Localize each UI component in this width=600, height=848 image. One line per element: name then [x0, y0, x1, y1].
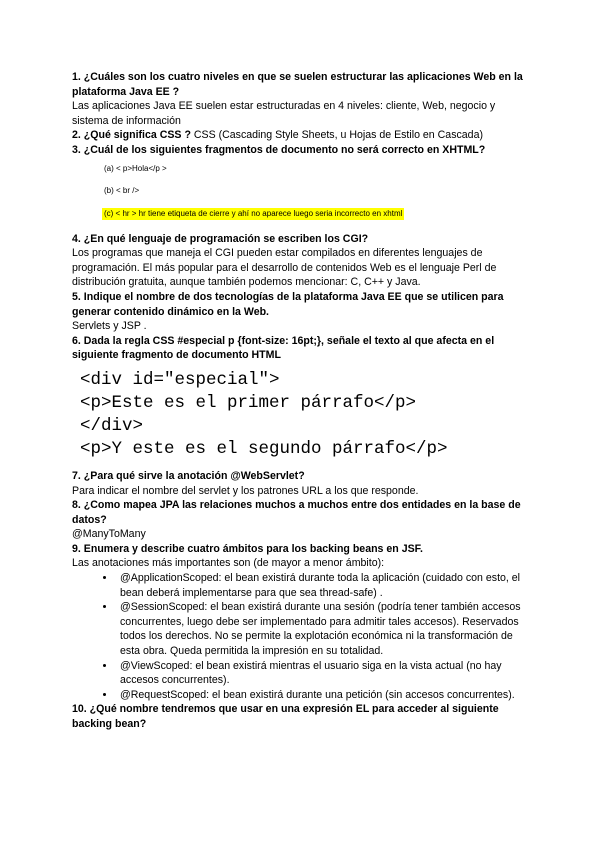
- code-line: <div id="especial">: [80, 369, 280, 390]
- list-item: • @ViewScoped: el bean existirá mientras el usuario siga en la vista actual (no hay accesos concurrentes).: [116, 659, 528, 688]
- question-9: 9. Enumera y describe cuatro ámbitos para los backing beans en JSF.: [72, 542, 423, 555]
- document-page: [72, 70, 528, 732]
- option-b: (b) < br />: [104, 185, 140, 195]
- code-line: </div>: [80, 415, 144, 436]
- answer-4: Los programas que maneja el CGI pueden estar compilados en diferentes lenguajes de programación. El más popular para el desarrollo de contenidos Web es el lenguaje Perl de distribución gratuita, aunque también podemos mencionar: C, C++ y Java.: [72, 247, 497, 289]
- list-item: • @RequestScoped: el bean existirá durante una petición (sin accesos concurrentes).: [116, 688, 528, 703]
- option-c-highlighted: (c) < hr > hr tiene etiqueta de cierre y ahí no aparece luego seria incorrecto en xhtml: [104, 208, 403, 218]
- question-1: 1. ¿Cuáles son los cuatro niveles en que se suelen estructurar las aplicaciones Web en la plataforma Java EE ?: [72, 71, 523, 98]
- answer-8: @ManyToMany: [72, 528, 146, 541]
- answer-5: Servlets y JSP .: [72, 320, 147, 333]
- question-7: 7. ¿Para qué sirve la anotación @WebServlet?: [72, 469, 305, 482]
- scopes-list: [72, 571, 528, 702]
- code-snippet: [80, 369, 528, 461]
- answer-7: Para indicar el nombre del servlet y los patrones URL a los que responde.: [72, 484, 419, 497]
- answer-9: Las anotaciones más importantes son (de mayor a menor ámbito):: [72, 557, 385, 570]
- question-6: 6. Dada la regla CSS #especial p {font-size: 16pt;}, señale el texto al que afecta en el siguiente fragmento de documento HTML: [72, 334, 495, 362]
- option-a: (a) < p>Hola</p >: [104, 163, 167, 173]
- list-item: • @ApplicationScoped: el bean existirá durante toda la aplicación (cuidado con esto, el bean deberá implementarse para que sea thread-safe) .: [116, 571, 528, 600]
- question-10: 10. ¿Qué nombre tendremos que usar en una expresión EL para acceder al siguiente backing bean?: [72, 703, 499, 730]
- answer-2: CSS (Cascading Style Sheets, u Hojas de Estilo en Cascada): [190, 129, 483, 142]
- list-item: • @SessionScoped: el bean existirá durante una sesión (podría tener también accesos concurrentes, luego debe ser implementado para admitir tales accesos). Reservados todos los derechos. No se permite la explotación económica ni la transformación de esta obra. Queda permitida la impresión en su totalidad.: [116, 600, 528, 658]
- code-line: <p>Y este es el segundo párrafo</p>: [80, 438, 448, 459]
- question-8: 8. ¿Como mapea JPA las relaciones muchos a muchos entre dos entidades en la base de datos?: [72, 499, 521, 526]
- answer-1: Las aplicaciones Java EE suelen estar estructuradas en 4 niveles: cliente, Web, negocio y sistema de información: [72, 100, 496, 127]
- options-list: [104, 164, 528, 232]
- question-4: 4. ¿En qué lenguaje de programación se escriben los CGI?: [72, 232, 369, 245]
- question-2: 2. ¿Qué significa CSS ?: [72, 129, 191, 142]
- question-5: 5. Indique el nombre de dos tecnologías de la plataforma Java EE que se utilicen para generar contenido dinámico en la Web.: [72, 290, 504, 318]
- question-3: 3. ¿Cuál de los siguientes fragmentos de documento no será correcto en XHTML?: [72, 143, 486, 156]
- code-line: <p>Este es el primer párrafo</p>: [80, 392, 417, 413]
